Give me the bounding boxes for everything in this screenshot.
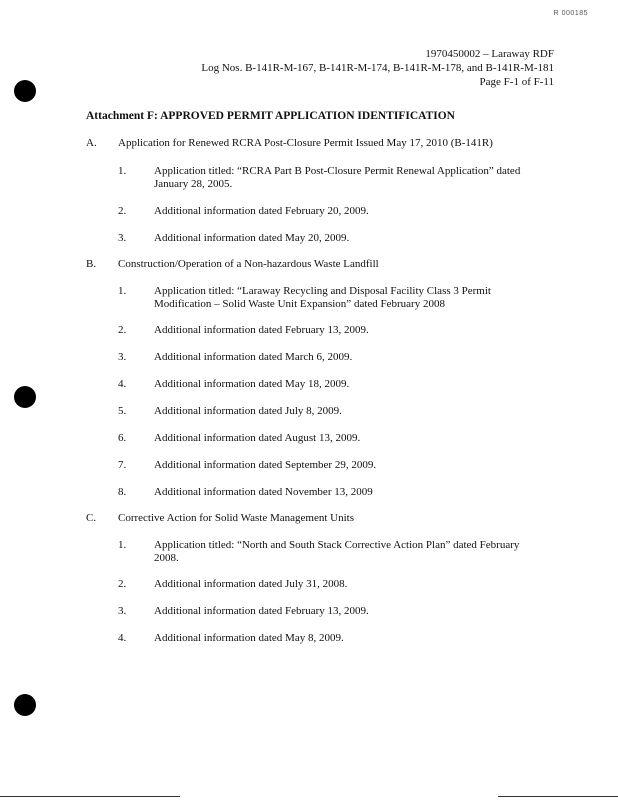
item-text: Additional information dated November 13, 2009 [154,486,373,498]
item-number: 3. [118,232,127,244]
item-number: 2. [118,578,127,590]
section-letter: C. [86,512,97,524]
item-text: Additional information dated February 13, 2009. [154,324,369,336]
item-number: 8. [118,486,127,498]
punch-hole-icon [14,80,36,102]
item-text: Additional information dated March 6, 2009. [154,351,353,363]
item-text: Additional information dated May 8, 2009. [154,632,344,644]
section-title: Corrective Action for Solid Waste Management Units [118,512,354,524]
item-text: Additional information dated May 18, 2009. [154,378,350,390]
header-log-numbers: Log Nos. B-141R-M-167, B-141R-M-174, B-141R-M-178, and B-141R-M-181 [201,62,554,74]
item-number: 4. [118,632,127,644]
item-number: 1. [118,285,127,297]
footer-rule [0,796,180,797]
bates-stamp: R 000185 [553,10,588,17]
item-text: Application titled: “Laraway Recycling and Disposal Facility Class 3 Permit Modification – Solid Waste Unit Expansion” dated February 2008 [154,285,491,310]
item-text: Additional information dated August 13, 2009. [154,432,361,444]
item-number: 2. [118,324,127,336]
header-page-number: Page F-1 of F-11 [479,76,554,88]
attachment-title: Attachment F: APPROVED PERMIT APPLICATION IDENTIFICATION [86,110,455,122]
header-facility-id: 1970450002 – Laraway RDF [425,48,554,60]
item-text: Application titled: “RCRA Part B Post-Closure Permit Renewal Application” dated January 28, 2005. [154,165,521,190]
item-text: Additional information dated July 8, 2009. [154,405,342,417]
punch-hole-icon [14,386,36,408]
section-title: Application for Renewed RCRA Post-Closure Permit Issued May 17, 2010 (B-141R) [118,137,493,149]
page-header [201,47,554,89]
item-text: Application titled: “North and South Stack Corrective Action Plan” dated February 2008. [154,539,520,564]
item-number: 3. [118,605,127,617]
item-number: 2. [118,205,127,217]
item-number: 1. [118,539,127,551]
item-number: 4. [118,378,127,390]
item-number: 3. [118,351,127,363]
item-number: 6. [118,432,127,444]
punch-hole-icon [14,694,36,716]
item-number: 1. [118,165,127,177]
item-text: Additional information dated July 31, 2008. [154,578,348,590]
item-number: 5. [118,405,127,417]
item-text: Additional information dated May 20, 2009. [154,232,350,244]
item-number: 7. [118,459,127,471]
section-title: Construction/Operation of a Non-hazardous Waste Landfill [118,258,379,270]
footer-rule [498,796,618,797]
item-text: Additional information dated February 13, 2009. [154,605,369,617]
section-letter: A. [86,137,97,149]
item-text: Additional information dated September 29, 2009. [154,459,377,471]
item-text: Additional information dated February 20, 2009. [154,205,369,217]
section-letter: B. [86,258,97,270]
